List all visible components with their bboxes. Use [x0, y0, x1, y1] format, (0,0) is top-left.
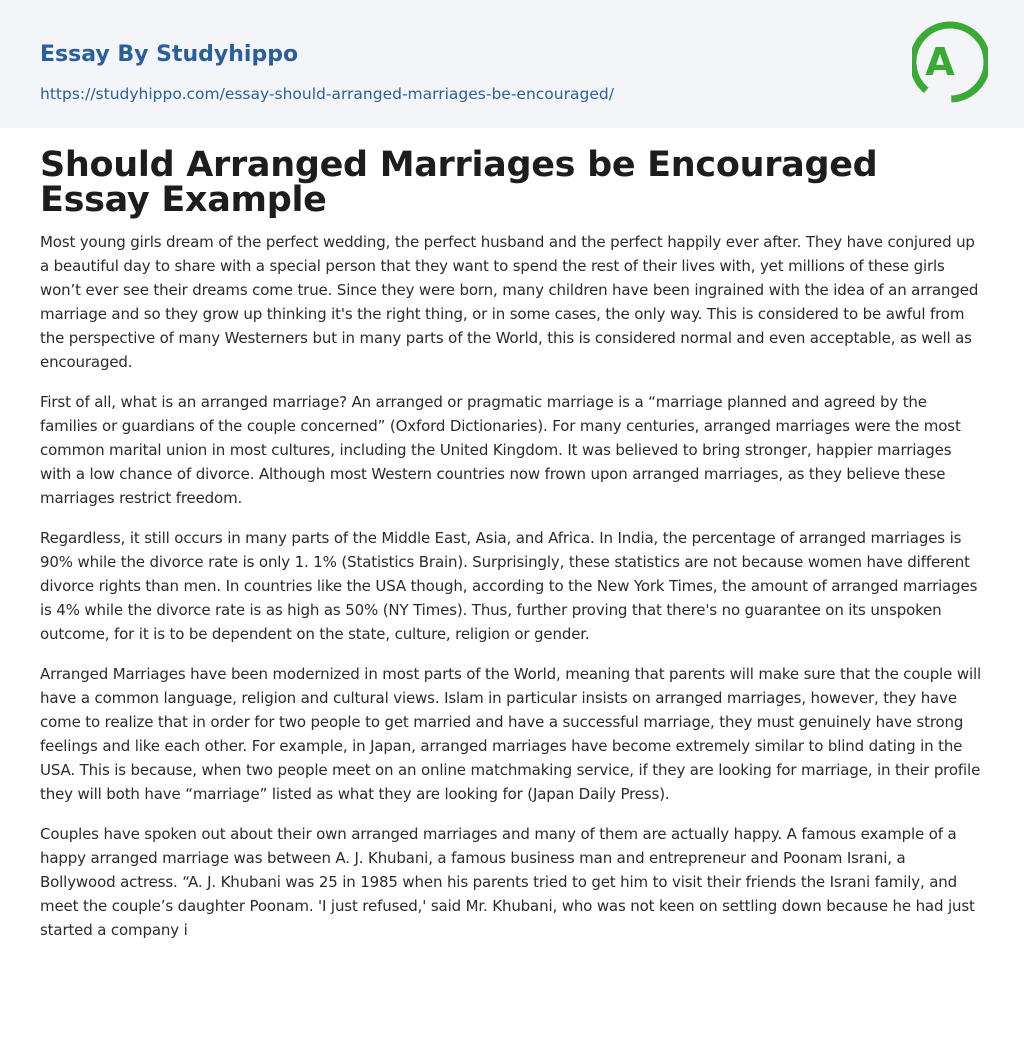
article-paragraph: Arranged Marriages have been modernized in most parts of the World, meaning that parents will make sure that the couple will have a common language, religion and cultural views. Islam in particular insists on arranged marriages, however, they have come to realize that in order for two people to get married and have a successful marriage, they must genuinely have strong feelings and like each other. For example, in Japan, arranged marriages have become extremely similar to blind dating in the USA. This is because, when two people meet on an online matchmaking service, if they are looking for marriage, in their profile they will both have “marriage” listed as what they are looking for (Japan Daily Press). — [40, 665, 982, 803]
source-url-link[interactable]: https://studyhippo.com/essay-should-arranged-marriages-be-encouraged/ — [40, 85, 614, 103]
site-header — [0, 0, 1024, 128]
article — [40, 145, 984, 958]
page-title: Should Arranged Marriages be Encouraged Essay Example — [40, 145, 878, 220]
studyhippo-logo-icon[interactable] — [912, 18, 988, 106]
brand-title[interactable]: Essay By Studyhippo — [40, 42, 299, 67]
article-paragraph: First of all, what is an arranged marriage? An arranged or pragmatic marriage is a “marriage planned and agreed by the families or guardians of the couple concerned” (Oxford Dictionaries). For many centuries, arranged marriages were the most common marital union in most cultures, including the United Kingdom. It was believed to bring stronger, happier marriages with a low chance of divorce. Although most Western countries now frown upon arranged marriages, as they believe these marriages restrict freedom. — [40, 393, 961, 507]
logo-letter: A — [925, 40, 955, 84]
article-paragraph: Regardless, it still occurs in many parts of the Middle East, Asia, and Africa. In India, the percentage of arranged marriages is 90% while the divorce rate is only 1. 1% (Statistics Brain). Surprisingly, these statistics are not because women have different divorce rights than men. In countries like the USA though, according to the New York Times, the amount of arranged marriages is 4% while the divorce rate is as high as 50% (NY Times). Thus, further proving that there's no guarantee on its unspoken outcome, for it is to be dependent on the state, culture, religion or gender. — [40, 529, 978, 643]
article-paragraph: Most young girls dream of the perfect wedding, the perfect husband and the perfect happily ever after. They have conjured up a beautiful day to share with a special person that they want to spend the rest of their lives with, yet millions of these girls won’t ever see their dreams come true. Since they were born, many children have been ingrained with the idea of an arranged marriage and so they grow up thinking it's the right thing, or in some cases, the only way. This is considered to be awful from the perspective of many Westerners but in many parts of the World, this is considered normal and even acceptable, as well as encouraged. — [40, 233, 979, 371]
article-paragraph: Couples have spoken out about their own arranged marriages and many of them are actually happy. A famous example of a happy arranged marriage was between A. J. Khubani, a famous business man and entrepreneur and Poonam Israni, a Bollywood actress. “A. J. Khubani was 25 in 1985 when his parents tried to get him to visit their friends the Israni family, and meet the couple’s daughter Poonam. 'I just refused,' said Mr. Khubani, who was not keen on settling down because he had just started a company i — [40, 825, 975, 939]
